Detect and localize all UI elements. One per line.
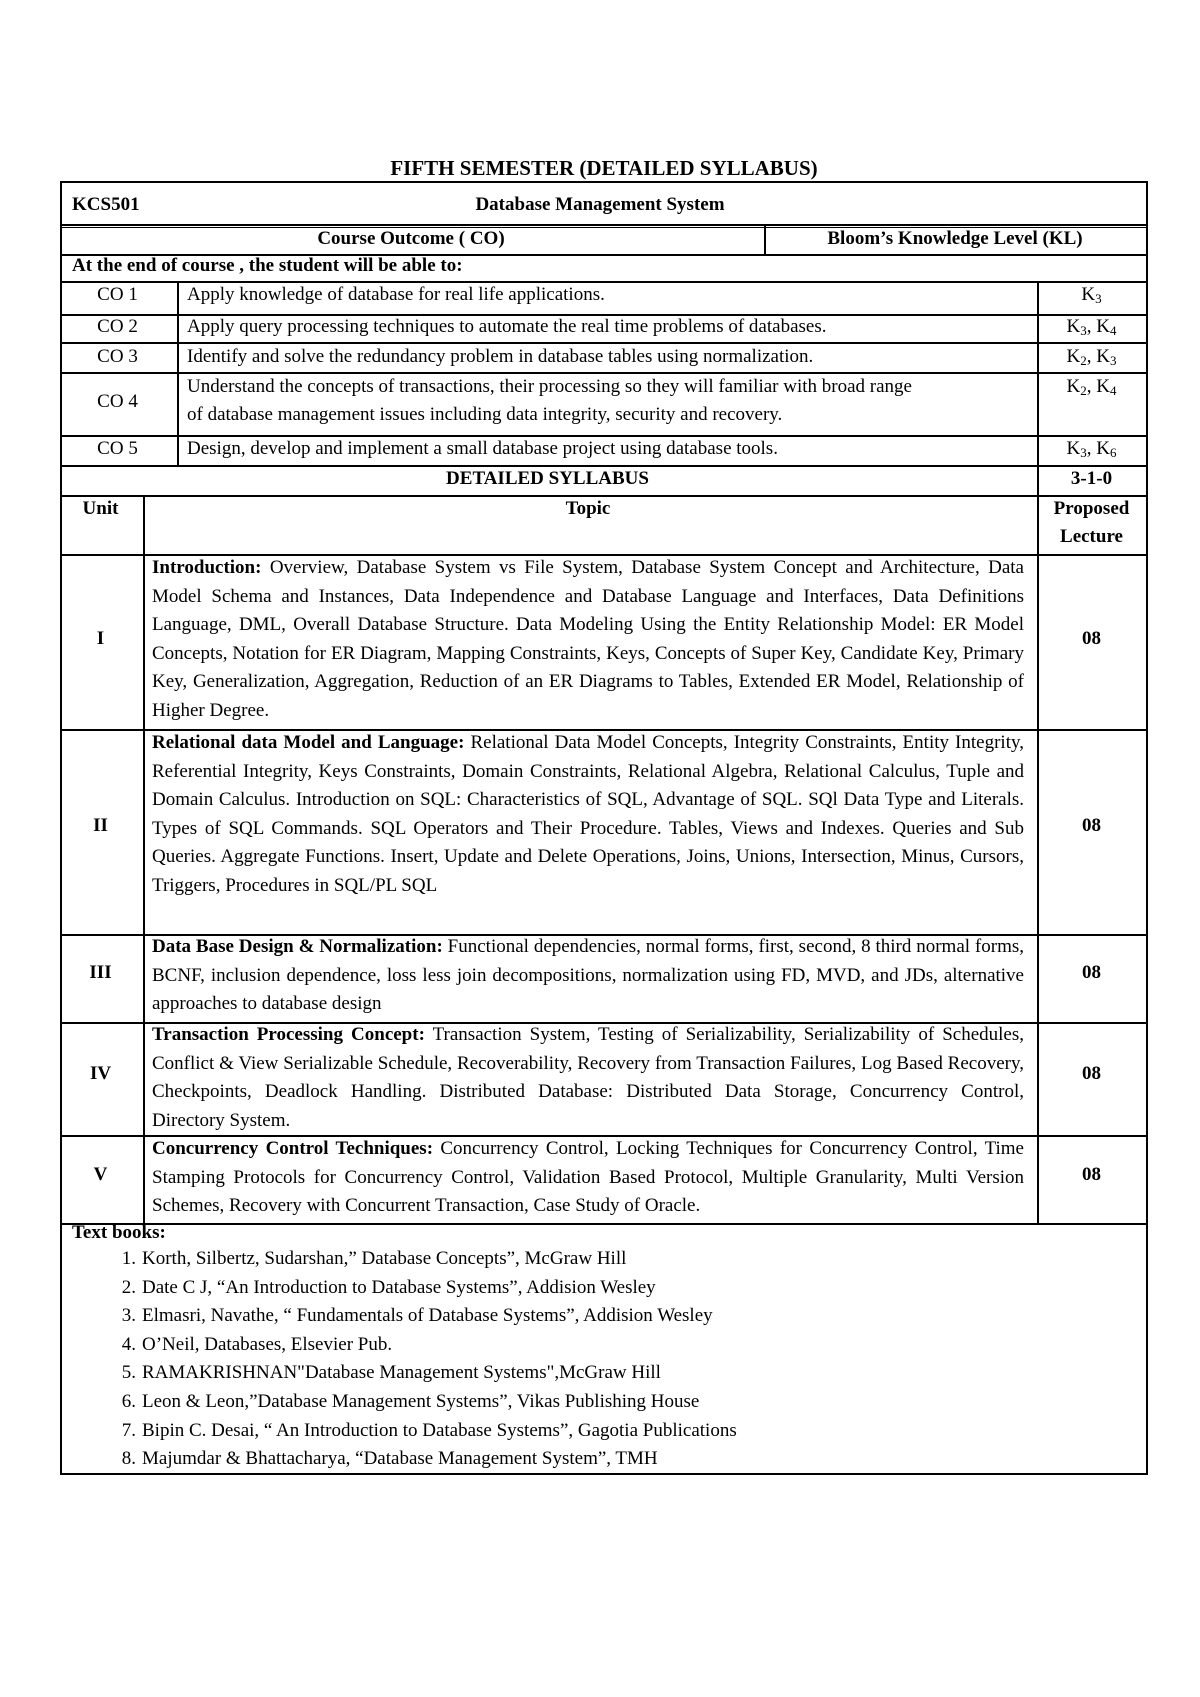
document-title: FIFTH SEMESTER (DETAILED SYLLABUS) (390, 156, 818, 180)
unit-lectures: 08 (1082, 1164, 1101, 1185)
unit-topic (152, 554, 1024, 726)
co-description-line: of database management issues including data integrity, security and recovery. (187, 404, 783, 425)
co-id: CO 1 (97, 284, 138, 305)
co-description-line: Understand the concepts of transactions, their processing so they will familiar with broad range (187, 376, 912, 397)
textbook-item: 4. O’Neil, Databases, Elsevier Pub. (121, 1333, 393, 1355)
co-id: CO 4 (97, 391, 138, 412)
unit-topic (152, 729, 1024, 901)
co-id: CO 2 (97, 316, 138, 337)
unit-number: V (93, 1164, 108, 1185)
co-header: Course Outcome ( CO) (317, 228, 505, 249)
col-header-topic: Topic (565, 498, 611, 519)
ltp-credits: 3-1-0 (1070, 468, 1113, 489)
unit-topic (152, 1021, 1024, 1135)
co-knowledge-level: $K_2$, $K_4$ (1066, 376, 1117, 398)
course-name: Database Management System (475, 194, 725, 215)
unit-topic-body: Relational Data Model Concepts, Integrity Constraints, Entity Integrity, Referential Integrity, Keys Constraints, Domain Constraints, Relational Algebra, Relational Calculus, Tuple and Domain Calculus. Introduction on SQL: Characteristics of SQL, Advantage of SQL. SQl Data Type and Literals. Types of SQL Commands. SQL Operators and Their Procedure. Tables, Views and Indexes. Queries and Sub Queries. Aggregate Functions. Insert, Update and Delete Operations, Joins, Unions, Intersection, Minus, Cursors, Triggers, Procedures in SQL/PL SQL (152, 732, 1024, 896)
unit-lectures: 08 (1082, 628, 1101, 649)
textbooks-heading: Text books: (72, 1222, 166, 1243)
unit-lectures: 08 (1082, 1063, 1101, 1084)
course-code: KCS501 (72, 194, 140, 215)
textbook-item: 6. Leon & Leon,”Database Management Systems”, Vikas Publishing House (121, 1390, 700, 1412)
unit-topic-body: Transaction System, Testing of Serializability, Serializability of Schedules, Conflict & View Serializable Schedule, Recoverability, Recovery from Transaction Failures, Log Based Recovery, Checkpoints, Deadlock Handling. Distributed Database: Distributed Data Storage, Concurrency Control, Directory System. (152, 1024, 1024, 1131)
textbook-item: 5. RAMAKRISHNAN"Database Management Systems",McGraw Hill (121, 1362, 661, 1384)
unit-number: IV (89, 1063, 112, 1084)
textbook-list (72, 1245, 1132, 1474)
unit-number: I (96, 628, 105, 649)
co-id: CO 5 (97, 438, 138, 459)
co-knowledge-level: $K_3$, $K_4$ (1066, 316, 1117, 338)
co-description: Identify and solve the redundancy problem in database tables using normalization. (187, 346, 814, 367)
co-description: Apply query processing techniques to automate the real time problems of databases. (187, 316, 827, 337)
unit-topic-body: Functional dependencies, normal forms, first, second, 8 third normal forms, BCNF, inclusion dependence, loss less join decompositions, normalization using FD, MVD, and JDs, alternative approaches to database design (152, 936, 1024, 1015)
syllabus-heading: DETAILED SYLLABUS (446, 468, 649, 489)
unit-topic-heading: Data Base Design & Normalization: (152, 936, 443, 957)
co-knowledge-level: $K_3$, $K_6$ (1066, 438, 1117, 460)
unit-topic-heading: Relational data Model and Language: (152, 732, 465, 753)
col-header-lecture: Lecture (1060, 526, 1123, 547)
unit-topic-body: Concurrency Control, Locking Techniques for Concurrency Control, Time Stamping Protocols for Concurrency Control, Validation Based Protocol, Multiple Granularity, Multi Version Schemes, Recovery with Concurrent Transaction, Case Study of Oracle. (152, 1138, 1024, 1217)
unit-number: III (89, 962, 112, 983)
unit-number: II (93, 815, 108, 836)
textbook-item: 2. Date C J, “An Introduction to Database Systems”, Addision Wesley (121, 1276, 656, 1298)
unit-topic-heading: Concurrency Control Techniques: (152, 1138, 434, 1159)
co-knowledge-level: $K_3$ (1081, 284, 1102, 306)
unit-topic (152, 1135, 1024, 1221)
unit-lectures: 08 (1082, 962, 1101, 983)
unit-topic-heading: Transaction Processing Concept: (152, 1024, 425, 1045)
co-description: Design, develop and implement a small database project using database tools. (187, 438, 778, 459)
textbook-item: 8. Majumdar & Bhattacharya, “Database Management System”, TMH (121, 1448, 658, 1470)
co-id: CO 3 (97, 346, 138, 367)
textbook-item: 3. Elmasri, Navathe, “ Fundamentals of Database Systems”, Addision Wesley (121, 1305, 713, 1327)
unit-topic-heading: Introduction: (152, 557, 262, 578)
co-knowledge-level: $K_2$, $K_3$ (1066, 346, 1117, 368)
textbook-item: 1. Korth, Silbertz, Sudarshan,” Database Concepts”, McGraw Hill (121, 1248, 627, 1269)
intro-text: At the end of course , the student will be able to: (72, 255, 463, 276)
kl-header: Bloom’s Knowledge Level (KL) (827, 228, 1083, 249)
col-header-lecture: Proposed (1053, 498, 1130, 519)
unit-topic-body: Overview, Database System vs File System, Database System Concept and Architecture, Data Model Schema and Instances, Data Independence and Database Language and Interfaces, Data Definitions Language, DML, Overall Database Structure. Data Modeling Using the Entity Relationship Model: ER Model Concepts, Notation for ER Diagram, Mapping Constraints, Keys, Concepts of Super Key, Candidate Key, Primary Key, Generalization, Aggregation, Reduction of an ER Diagrams to Tables, Extended ER Model, Relationship of Higher Degree. (152, 557, 1024, 721)
unit-lectures: 08 (1082, 815, 1101, 836)
col-header-unit: Unit (82, 498, 119, 519)
unit-topic (152, 933, 1024, 1019)
textbook-item: 7. Bipin C. Desai, “ An Introduction to Database Systems”, Gagotia Publications (121, 1419, 737, 1441)
co-description: Apply knowledge of database for real life applications. (187, 284, 605, 305)
